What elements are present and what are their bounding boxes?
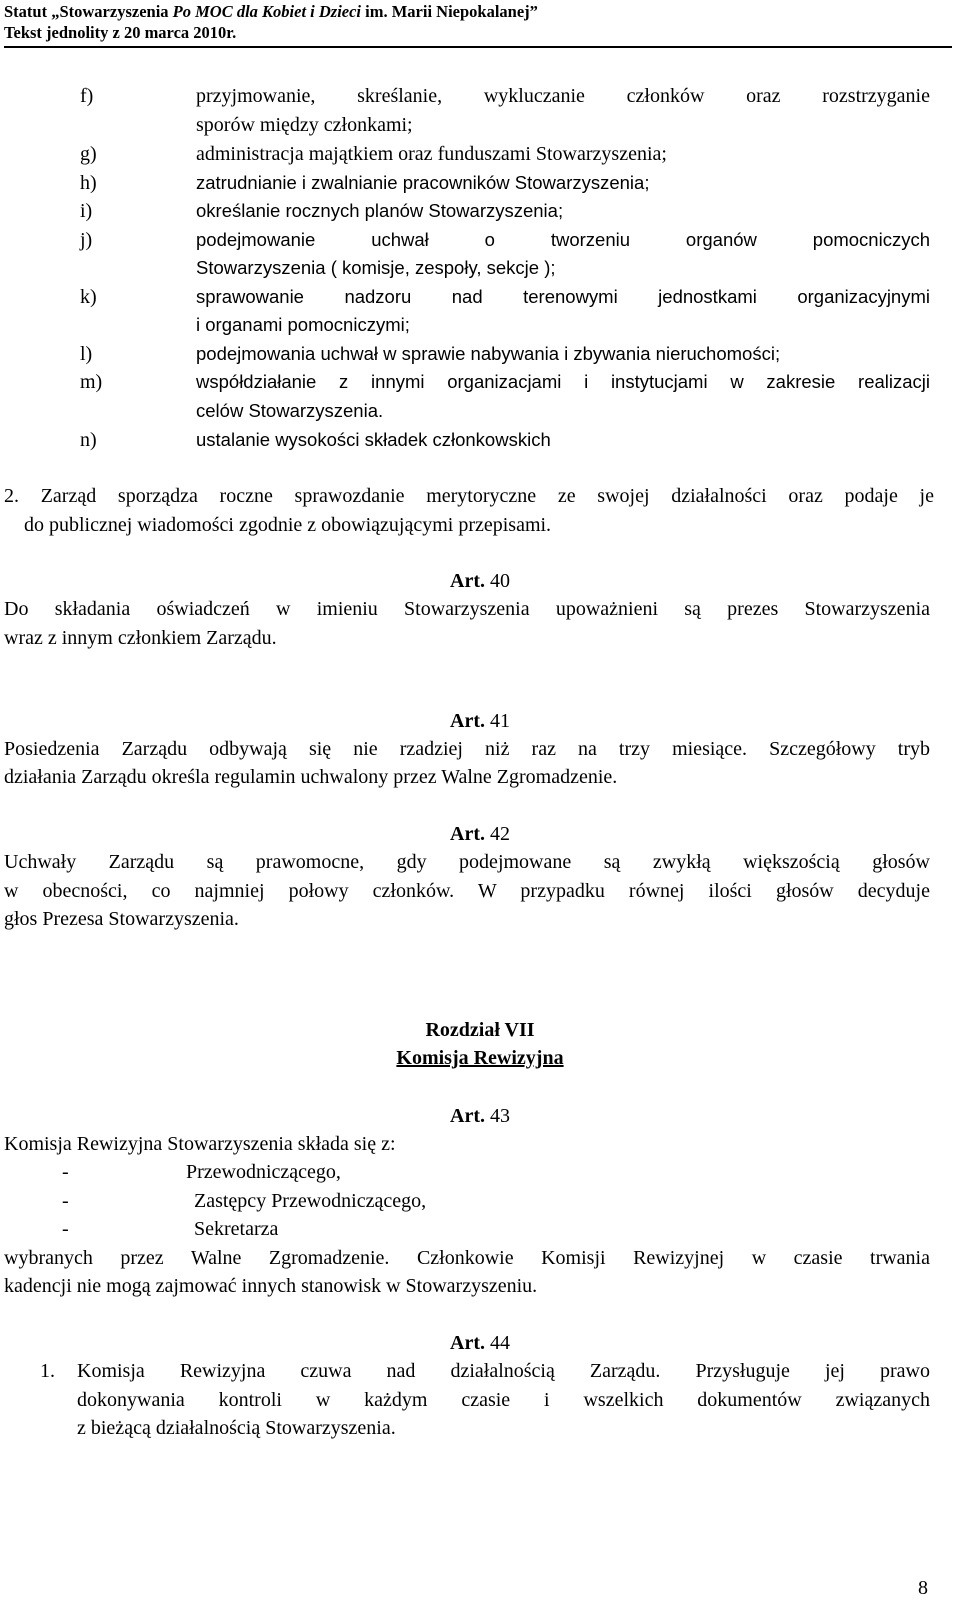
article-43-intro: Komisja Rewizyjna Stowarzyszenia składa się z: (4, 1133, 396, 1155)
article-44-text: Komisja Rewizyjna czuwa nad działalnością Zarządu. Przysługuje jej prawo (77, 1360, 930, 1382)
list-item-text: i organami pomocniczymi; (196, 314, 410, 335)
article-41-text: działania Zarządu określa regulamin uchwalony przez Walne Zgromadzenie. (4, 766, 618, 788)
article-42-text: głos Prezesa Stowarzyszenia. (4, 908, 239, 930)
list-label: 1. (40, 1360, 55, 1382)
list-label: g) (80, 143, 97, 165)
article-43-text: kadencji nie mogą zajmować innych stanowisk w Stowarzyszeniu. (4, 1275, 538, 1297)
list-item-text: podejmowanie uchwał o tworzeniu organów pomocniczych (196, 229, 930, 250)
list-label: j) (80, 229, 93, 251)
header-subtitle: Tekst jednolity z 20 marca 2010r. (4, 23, 237, 42)
article-43-text: wybranych przez Walne Zgromadzenie. Członkowie Komisji Rewizyjnej w czasie trwania (4, 1247, 930, 1269)
chapter-subtitle: Komisja Rewizyjna (396, 1047, 564, 1069)
list-bullet: - (62, 1190, 69, 1212)
list-item-text: Stowarzyszenia ( komisje, zespoły, sekcje ); (196, 257, 556, 278)
article-44-text: dokonywania kontroli w każdym czasie i wszelkich dokumentów związanych (77, 1389, 930, 1411)
article-41-text: Posiedzenia Zarządu odbywają się nie rzadziej niż raz na trzy miesiące. Szczegółowy tryb (4, 738, 930, 760)
list-item-text: określanie rocznych planów Stowarzyszenia; (196, 200, 564, 221)
list-item-text: zatrudnianie i zwalnianie pracowników Stowarzyszenia; (196, 172, 650, 193)
list-bullet: - (62, 1161, 69, 1183)
list-item-text: współdziałanie z innymi organizacjami i instytucjami w zakresie realizacji (196, 371, 930, 392)
list-item: Sekretarza (194, 1218, 279, 1240)
paragraph-2: 2. Zarząd sporządza roczne sprawozdanie merytoryczne ze swojej działalności oraz podaje je (4, 485, 934, 507)
page-header (4, 0, 952, 48)
chapter-title: Rozdział VII (425, 1019, 535, 1041)
header-title: Statut „Stowarzyszenia Po MOC dla Kobiet i Dzieci im. Marii Niepokalanej” (4, 2, 538, 21)
list-item-text: sprawowanie nadzoru nad terenowymi jednostkami organizacyjnymi (196, 286, 930, 307)
article-42-text: Uchwały Zarządu są prawomocne, gdy podejmowane są zwykłą większością głosów (4, 851, 930, 873)
list-item: Zastępcy Przewodniczącego, (194, 1190, 427, 1212)
list-item-text: sporów między członkami; (196, 114, 413, 136)
article-44-text: z bieżącą działalnością Stowarzyszenia. (77, 1417, 396, 1439)
paragraph-2-cont: do publicznej wiadomości zgodnie z obowiązującymi przepisami. (24, 514, 552, 536)
article-43-heading: Art. 43 (450, 1105, 510, 1127)
list-label: k) (80, 286, 97, 308)
list-label: f) (80, 85, 94, 107)
article-40-text: Do składania oświadczeń w imieniu Stowarzyszenia upoważnieni są prezes Stowarzyszenia (4, 598, 930, 620)
list-label: n) (80, 429, 97, 451)
list-item-text: przyjmowanie, skreślanie, wykluczanie członków oraz rozstrzyganie (196, 85, 930, 107)
article-44-heading: Art. 44 (450, 1332, 510, 1354)
list-bullet: - (62, 1218, 69, 1240)
page-number: 8 (918, 1577, 928, 1599)
article-41-heading: Art. 41 (450, 710, 510, 732)
list-label: m) (80, 371, 103, 393)
list-label: h) (80, 172, 97, 194)
list-item: Przewodniczącego, (186, 1161, 341, 1183)
article-42-text: w obecności, co najmniej połowy członków. W przypadku równej ilości głosów decyduje (4, 880, 930, 902)
article-40-heading: Art. 40 (450, 570, 510, 592)
list-item-text: ustalanie wysokości składek członkowskich (196, 429, 551, 450)
list-item-text: administracja majątkiem oraz funduszami Stowarzyszenia; (196, 143, 667, 165)
list-item-text: celów Stowarzyszenia. (196, 400, 384, 421)
article-42-heading: Art. 42 (450, 823, 510, 845)
list-label: l) (80, 343, 93, 365)
article-40-text: wraz z innym członkiem Zarządu. (4, 627, 277, 649)
list-item-text: podejmowania uchwał w sprawie nabywania i zbywania nieruchomości; (196, 343, 781, 364)
list-label: i) (80, 200, 93, 222)
